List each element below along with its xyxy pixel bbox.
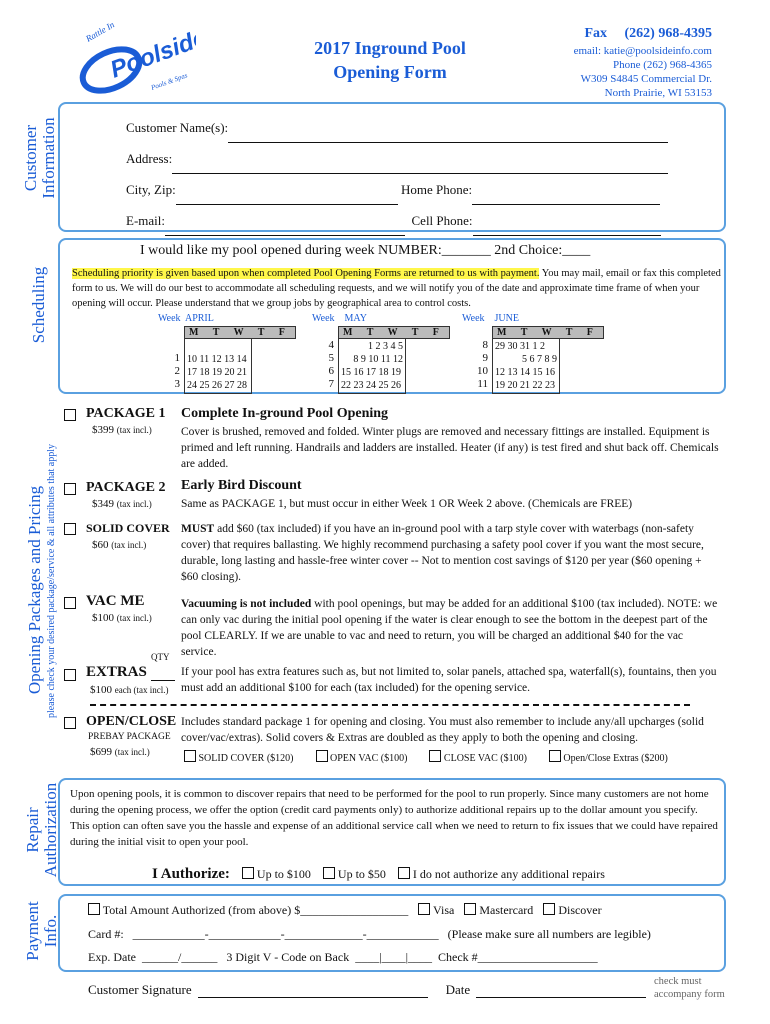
section-label-repair: Repair Authorization xyxy=(23,782,60,878)
repair-text: Upon opening pools, it is common to discover repairs that need to be performed for the pool to run properly. Since many customers are not home during the opening process, we offer the option (credit card payments only) to authorize additional repairs up to the dollar amount you specify. This option can often save you the hassle and expense of an additional service call when we need to return to fix issues that we could have repaired during the initial visit to open your pool. xyxy=(70,788,718,848)
authorize-row: I Authorize: Up to $100 Up to $50 I do not authorize any additional repairs xyxy=(152,866,605,882)
dashed-separator xyxy=(90,704,690,706)
section-label-payment: Payment Info. xyxy=(23,901,60,961)
contact-phone: Phone (262) 968-4365 xyxy=(613,59,712,71)
contact-email: email: katie@poolsideinfo.com xyxy=(573,45,712,57)
signature-field[interactable] xyxy=(198,997,428,998)
extras-qty-field[interactable] xyxy=(151,680,175,681)
solid-cover-checkbox[interactable] xyxy=(64,523,76,535)
section-label-packages-note: please check your desired package/service & all attributes that apply xyxy=(46,443,57,719)
month-june: JUNE xyxy=(494,313,519,324)
cell-phone-field[interactable] xyxy=(473,235,661,236)
calendar-may: Week MAY 4 5 6 7 M T W T F 1 2 3 4 5 8 9 10 11 12 15 16 17 18 19 22 23 24 25 26 xyxy=(312,313,450,394)
priority-rest: You may mail, email or fax this completed form to us. We will do our best to accommodate all scheduling requests, and we will notify you of the date and approximate time frame of when your opening will occur. Please understand that we group jobs by geographical area to control costs. xyxy=(72,268,721,309)
vac-me-checkbox[interactable] xyxy=(64,597,76,609)
prebuy-extras[interactable]: Open/Close Extras ($200) xyxy=(549,750,668,764)
calendar-april: Week APRIL 1 2 3 M T W T F 10 11 12 13 14 17 18 19 20 21 24 25 26 27 28 xyxy=(158,313,296,394)
month-may: MAY xyxy=(344,313,367,324)
prebuy-options xyxy=(184,750,744,764)
package-1-checkbox[interactable] xyxy=(64,409,76,421)
week-4: 4 xyxy=(328,339,334,351)
week-11: 11 xyxy=(477,378,488,390)
exp-cvv-check-row[interactable]: Exp. Date ______/______ 3 Digit V - Code on Back ____|____|____ Check #____________________ xyxy=(88,950,598,964)
extras-checkbox[interactable] xyxy=(64,669,76,681)
mastercard-option[interactable]: Mastercard xyxy=(464,903,533,918)
week-1: 1 xyxy=(174,352,180,364)
fax-number: Fax (262) 968-4395 xyxy=(584,26,712,41)
month-april: APRIL xyxy=(184,313,214,324)
title-line1: 2017 Inground Pool xyxy=(314,38,466,58)
email-row: E-mail: Cell Phone: xyxy=(126,205,686,236)
logo-brand-text: Poolside xyxy=(106,24,196,84)
payment-total-row xyxy=(88,903,602,918)
section-label-packages: Opening Packages and Pricing xyxy=(25,485,44,695)
week-request[interactable]: I would like my pool opened during week NUMBER:_______ 2nd Choice:____ xyxy=(140,243,591,258)
authorize-50[interactable]: Up to $50 xyxy=(323,867,386,882)
week-3: 3 xyxy=(174,378,180,390)
contact-block xyxy=(574,24,712,100)
form-title xyxy=(290,36,490,84)
week-9: 9 xyxy=(482,352,488,364)
address-row: Address: xyxy=(126,143,686,174)
section-label-scheduling: Scheduling xyxy=(29,266,48,344)
authorize-100[interactable]: Up to $100 xyxy=(242,867,311,882)
card-number-field[interactable]: Card #: ____________-____________-_____________-____________ (Please make sure all numbers are legible) xyxy=(88,927,651,941)
company-logo xyxy=(66,20,196,100)
week-7: 7 xyxy=(328,378,334,390)
customer-fields xyxy=(126,112,686,236)
priority-note: Scheduling priority is given based upon when completed Pool Opening Forms are returned to us with payment. xyxy=(72,268,540,279)
customer-name-row: Customer Name(s): xyxy=(126,112,686,143)
week-8: 8 xyxy=(482,339,488,351)
authorize-none[interactable]: I do not authorize any additional repairs xyxy=(398,867,605,882)
week-2: 2 xyxy=(174,365,180,377)
prebuy-open-vac[interactable]: OPEN VAC ($100) xyxy=(316,750,408,764)
contact-address1: W309 S4845 Commercial Dr. xyxy=(580,73,712,85)
city-zip-row: City, Zip: Home Phone: xyxy=(126,174,686,205)
calendar-june: Week JUNE 8 9 10 11 M T W T F 29 30 31 1 2 5 6 7 8 9 12 13 14 15 16 19 20 21 22 23 xyxy=(462,313,604,394)
discover-option[interactable]: Discover xyxy=(543,903,601,918)
prebuy-solid-cover[interactable]: SOLID COVER ($120) xyxy=(184,750,294,764)
scheduling-info xyxy=(72,266,722,311)
logo-graphic xyxy=(66,20,196,100)
logo-top-text: Rattle In xyxy=(84,20,117,44)
date-field[interactable] xyxy=(476,997,646,998)
signature-row: Customer Signature Date xyxy=(88,982,646,998)
contact-address2: North Prairie, WI 53153 xyxy=(604,87,712,99)
visa-option[interactable]: Visa xyxy=(418,903,454,918)
week-5: 5 xyxy=(328,352,334,364)
logo-bottom-text: Pools & Spas xyxy=(149,71,189,92)
total-authorized[interactable]: Total Amount Authorized (from above) $__________________ xyxy=(88,903,408,918)
week-6: 6 xyxy=(328,365,334,377)
check-note: check must accompany form xyxy=(654,976,725,1000)
week-10: 10 xyxy=(477,365,488,377)
section-label-customer: Customer Information xyxy=(21,117,58,199)
email-field[interactable] xyxy=(165,235,405,236)
title-line2: Opening Form xyxy=(333,62,447,82)
open-close-checkbox[interactable] xyxy=(64,717,76,729)
package-2-checkbox[interactable] xyxy=(64,483,76,495)
prebuy-close-vac[interactable]: CLOSE VAC ($100) xyxy=(429,750,526,764)
